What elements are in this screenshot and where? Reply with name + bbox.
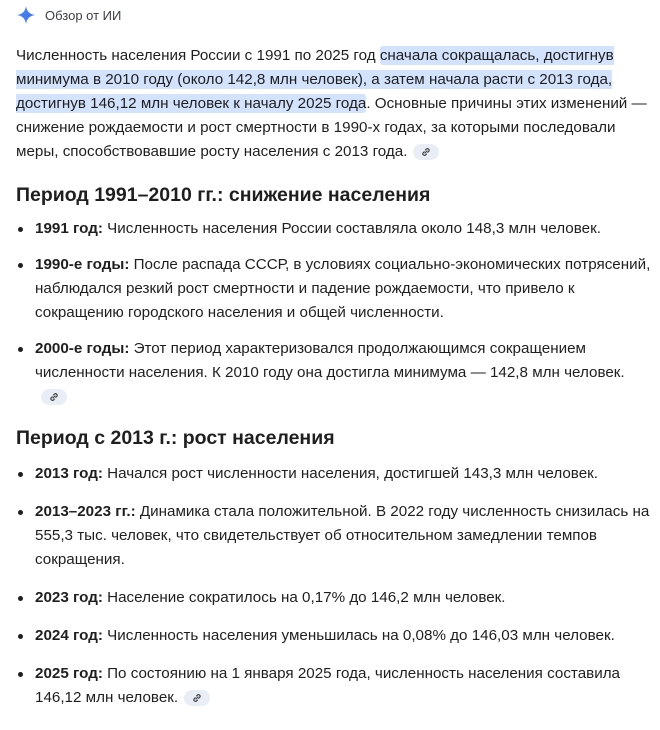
list-item bbox=[16, 253, 652, 325]
item-text: Численность населения России составляла около 148,3 млн человек. bbox=[102, 220, 601, 237]
item-text: Численность населения уменьшилась на 0,08% до 146,03 млн человек. bbox=[102, 627, 615, 644]
list-item bbox=[16, 662, 652, 710]
section-heading-decline: Период 1991–2010 гг.: снижение населения bbox=[16, 184, 431, 206]
item-label: 2000-е годы: bbox=[35, 340, 130, 357]
list-item bbox=[16, 462, 652, 486]
intro-highlight: сначала сокращалась, достигнув минимума в 2010 году (около 142,8 млн человек), а затем начала расти с 2013 года, достигнув 146,12 млн человек к началу 2025 года bbox=[16, 47, 614, 112]
sparkle-icon bbox=[16, 5, 36, 25]
ai-overview-title: Обзор от ИИ bbox=[45, 7, 122, 23]
item-label: 2025 год: bbox=[35, 665, 103, 682]
list-item bbox=[16, 337, 652, 409]
link-icon bbox=[191, 692, 203, 704]
item-text: Население сократилось на 0,17% до 146,2 млн человек. bbox=[102, 589, 506, 606]
source-link-button[interactable] bbox=[413, 144, 439, 160]
link-icon bbox=[420, 146, 432, 158]
source-link-button[interactable] bbox=[41, 389, 67, 405]
list-item bbox=[16, 586, 652, 610]
ai-overview-panel bbox=[16, 4, 652, 724]
ai-overview-header bbox=[16, 4, 652, 26]
growth-list bbox=[16, 462, 652, 710]
item-label: 2013–2023 гг.: bbox=[35, 503, 136, 520]
item-text: После распада СССР, в условиях социально-экономических потрясений, наблюдался резкий рост смертности и падение рождаемости, что привело к сокращению городского населения и общей численности. bbox=[35, 256, 651, 321]
source-link-button[interactable] bbox=[184, 690, 210, 706]
list-item bbox=[16, 624, 652, 648]
item-text: По состоянию на 1 января 2025 года, численность населения составила 146,12 млн человек. bbox=[35, 665, 621, 706]
item-label: 1991 год: bbox=[35, 220, 103, 237]
item-text: Начался рост численности населения, достигшей 143,3 млн человек. bbox=[102, 465, 599, 482]
intro-text-start: Численность населения России с 1991 по 2025 год bbox=[16, 47, 380, 64]
section-heading-growth: Период с 2013 г.: рост населения bbox=[16, 427, 335, 449]
item-text: Этот период характеризовался продолжающимся сокращением численности населения. К 2010 году она достигла минимума — 142,8 млн человек. bbox=[35, 340, 625, 381]
list-item bbox=[16, 500, 652, 572]
item-text: Динамика стала положительной. В 2022 году численность снизилась на 555,3 тыс. человек, что свидетельствует об относительном замедлении темпов сокращения. bbox=[35, 503, 650, 568]
item-label: 1990-е годы: bbox=[35, 256, 130, 273]
intro-paragraph bbox=[16, 44, 652, 164]
link-icon bbox=[48, 391, 60, 403]
list-item bbox=[16, 217, 652, 241]
item-label: 2024 год: bbox=[35, 627, 103, 644]
item-label: 2013 год: bbox=[35, 465, 103, 482]
decline-list bbox=[16, 217, 652, 409]
item-label: 2023 год: bbox=[35, 589, 103, 606]
intro-text-end: . Основные причины этих изменений — снижение рождаемости и рост смертности в 1990-х годах, за которыми последовали меры, способствовавшие росту населения с 2013 года. bbox=[16, 95, 647, 160]
